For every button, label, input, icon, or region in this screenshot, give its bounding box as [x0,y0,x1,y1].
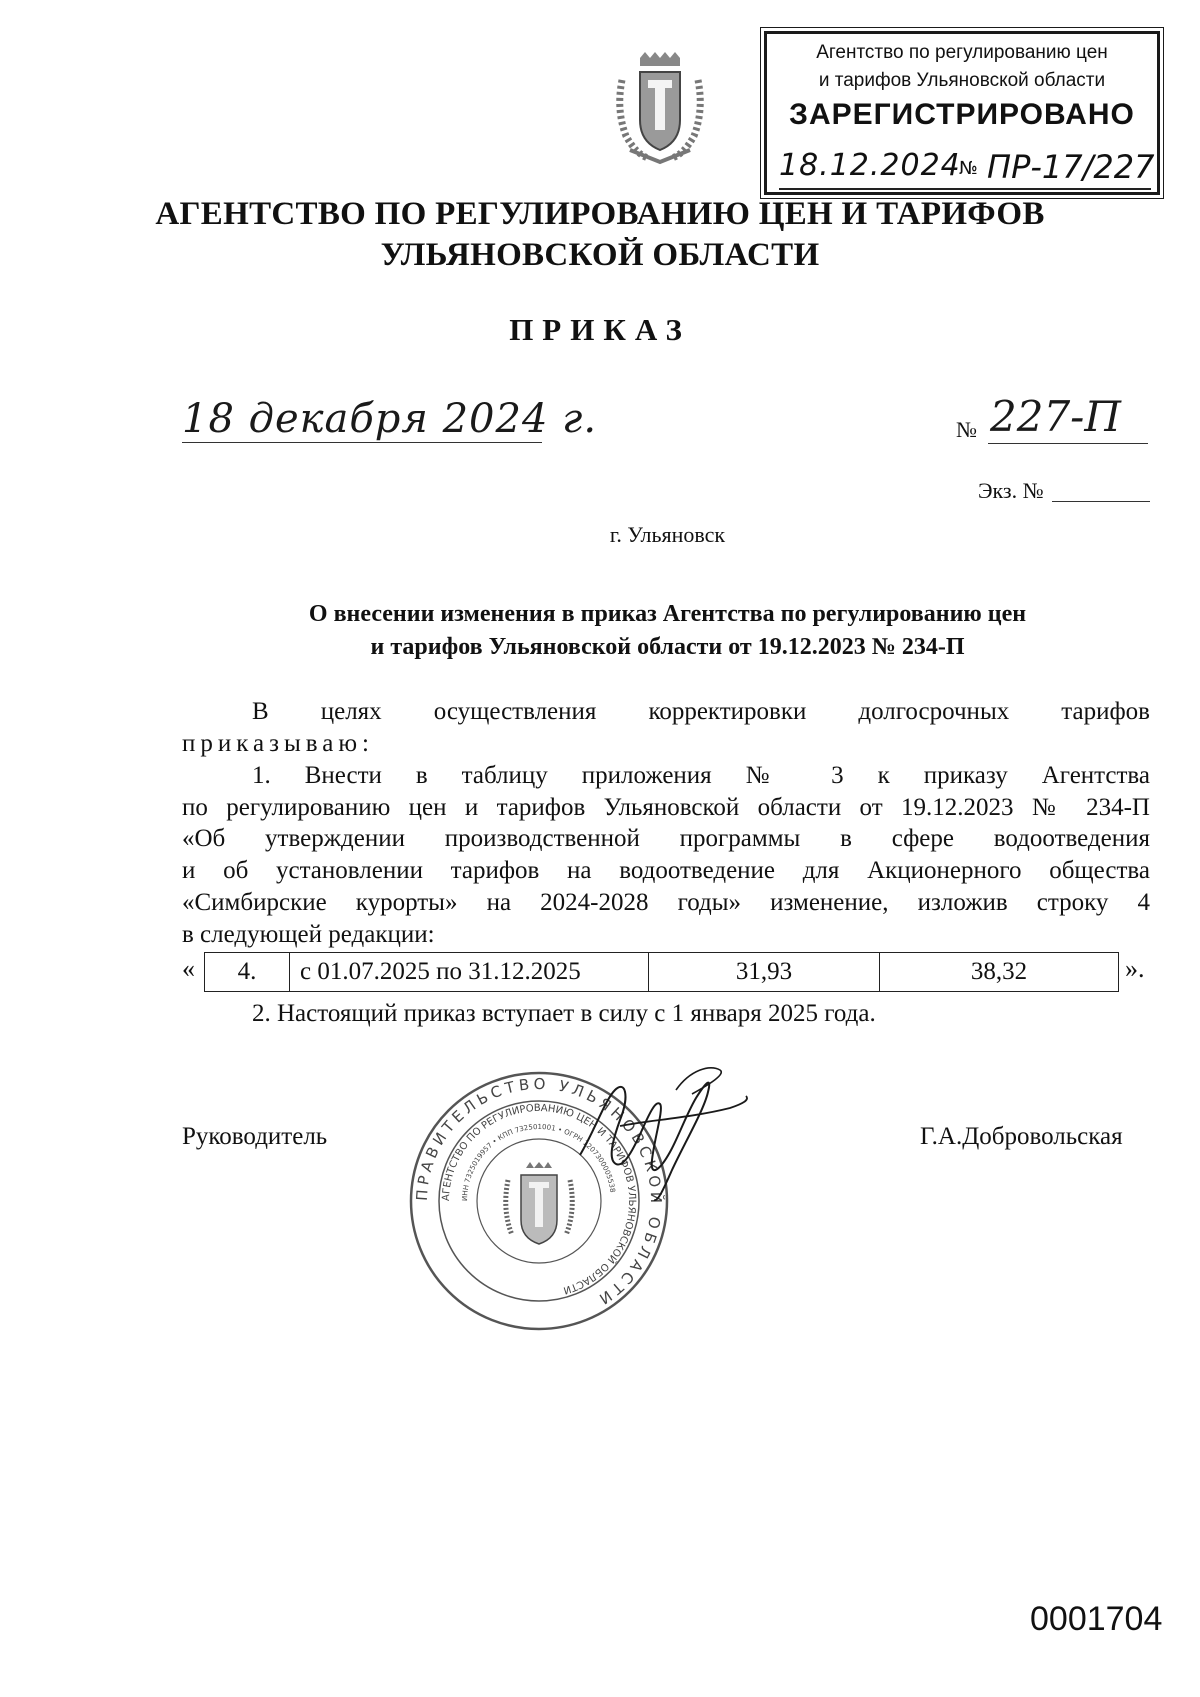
item1-line1 [182,760,1150,792]
quote-open: « [182,954,195,983]
stamp-number: ПР-17/227 [987,148,1155,186]
seal-ids-text: ИНН 7325019957 • КПП 732501001 • ОГРН 1207300005538 [460,1122,617,1202]
order-number-line [988,443,1148,444]
table-cell-number: 4. [205,953,290,992]
seal-outer-text: ПРАВИТЕЛЬСТВО УЛЬЯНОВСКОЙ ОБЛАСТИ [412,1074,666,1311]
order-number-label: № [956,417,977,442]
stamp-status: ЗАРЕГИСТРИРОВАНО [789,98,1135,131]
subject-line2: и тарифов Ульяновской области от 19.12.2023 № 234-П [370,634,965,660]
body-intro-line1 [182,696,1150,728]
document-serial-number: 0001704 [1030,1600,1163,1638]
stamp-registration-entry [779,144,1155,188]
copy-number-label: Экз. № [978,478,1044,503]
stamp-underline [779,188,1151,190]
quote-close: ». [1125,954,1145,983]
signatory-name: Г.А.Добровольская [920,1123,1123,1150]
item1-line5: «Симбирские курорты» на 2024-2028 годы» изменение, изложив строку 4 [182,889,1150,916]
signatory-role: Руководитель [182,1123,328,1150]
agency-name-line1: АГЕНТСТВО ПО РЕГУЛИРОВАНИЮ ЦЕН И ТАРИФОВ [155,196,1045,232]
body-intro-text: В целях осуществления корректировки долгосрочных тарифов [252,698,1150,725]
order-date-line [182,442,542,443]
registration-stamp [764,31,1160,195]
stamp-date: 18.12.2024 [779,148,961,183]
table-row [205,953,1119,992]
item1-line2: по регулированию цен и тарифов Ульяновской области от 19.12.2023 № 234-П [182,794,1150,821]
handwritten-signature [560,1060,760,1210]
stamp-number-label: № [959,158,978,179]
stamp-line2: и тарифов Ульяновской области [818,70,1106,91]
item2: 2. Настоящий приказ вступает в силу с 1 января 2025 года. [252,1000,876,1027]
table-cell-period: с 01.07.2025 по 31.12.2025 [290,953,649,992]
item1-line4: и об установлении тарифов на водоотведение для Акционерного общества [182,857,1150,884]
body-intro-line2: приказываю: [182,730,374,757]
seal-inner-text: АГЕНТСТВО ПО РЕГУЛИРОВАНИЮ ЦЕН И ТАРИФОВ УЛЬЯНОВСКОЙ ОБЛАСТИ [440,1102,638,1296]
document-type: ПРИКАЗ [509,312,691,347]
agency-name-line2: УЛЬЯНОВСКОЙ ОБЛАСТИ [380,237,820,273]
city: г. Ульяновск [609,522,726,547]
table-cell-value1: 31,93 [649,953,880,992]
item1-line6: в следующей редакции: [182,921,435,948]
tariff-table [204,952,1119,992]
table-cell-value2: 38,32 [880,953,1119,992]
copy-number-line [1052,501,1150,502]
order-date-handwritten: 18 декабря 2024 г. [182,396,598,442]
order-number-handwritten: 227-П [990,392,1121,441]
item1-text: 1. Внести в таблицу приложения № 3 к приказу Агентства [252,762,1150,789]
stamp-line1: Агентство по регулированию цен [816,42,1108,63]
item1-line3: «Об утверждении производственной программы в сфере водоотведения [182,825,1150,852]
subject-line1: О внесении изменения в приказ Агентства по регулированию цен [308,601,1027,627]
coat-of-arms-icon [610,50,710,165]
